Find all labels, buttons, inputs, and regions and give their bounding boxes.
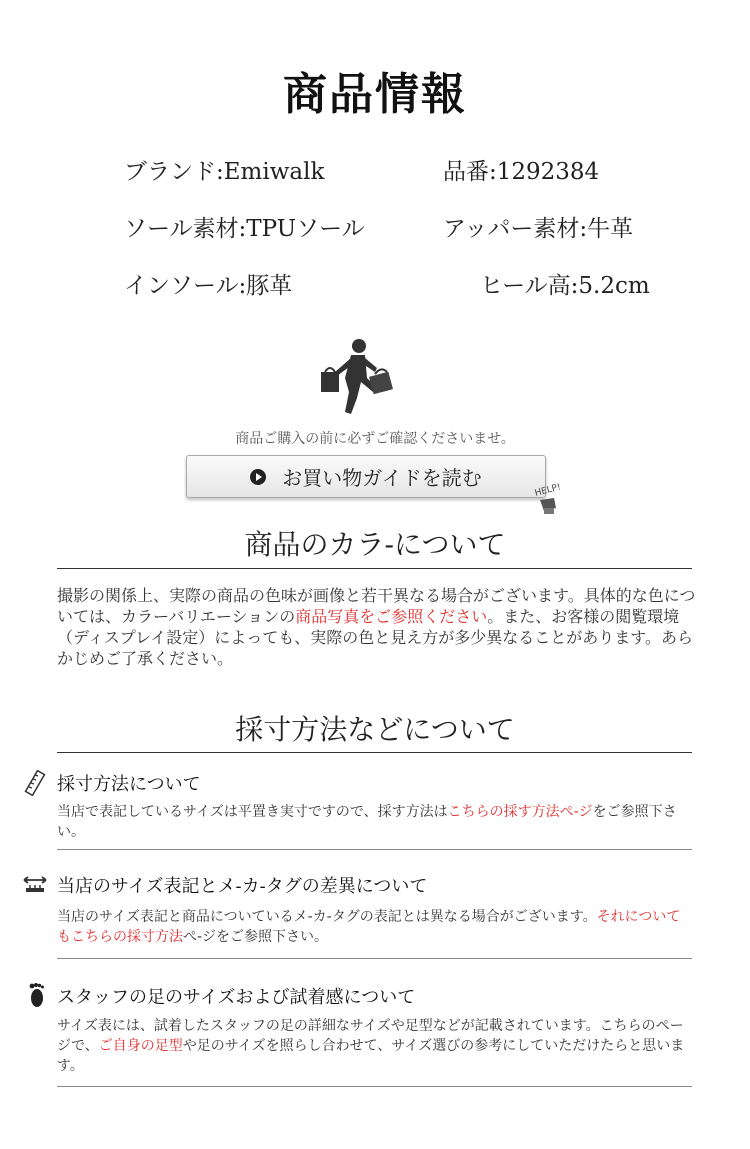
size-tag-title: 当店のサイズ表記とメ-カ-タグの差異について xyxy=(57,876,428,897)
color-section-text xyxy=(57,585,697,669)
shopping-guide-button[interactable] xyxy=(186,455,546,498)
divider xyxy=(57,849,692,850)
size-tag-text-part2: ぺ-ジをご参照下さい。 xyxy=(183,929,329,945)
staff-fit-title: スタッフの足のサイズおよび試着感について xyxy=(57,987,416,1008)
measure-method-title: 採寸方法について xyxy=(57,774,201,795)
spec-sole-material: ソール素材:TPUソール xyxy=(124,216,365,242)
shopping-person-icon xyxy=(315,338,395,418)
footprint-icon xyxy=(24,982,50,1008)
size-tag-link[interactable]: それについてもこちらの採寸方法 xyxy=(57,909,681,945)
own-foot-shape-link[interactable]: ご自身の足型 xyxy=(98,1038,183,1054)
size-arrows-icon xyxy=(22,872,48,898)
color-section-heading: 商品のカラ-について xyxy=(244,528,506,561)
spec-brand: ブランド:Emiwalk xyxy=(124,159,325,185)
spec-upper-material: アッパー素材:牛革 xyxy=(443,216,634,242)
measure-section-heading: 採寸方法などについて xyxy=(235,713,515,746)
size-tag-text xyxy=(57,907,687,947)
size-tag-text-part1: 当店のサイズ表記と商品についているメ-カ-タグの表記とは異なる場合がございます。 xyxy=(57,909,597,925)
ruler-icon xyxy=(22,770,48,796)
measure-text-part2: をご参照下さい。 xyxy=(57,804,677,840)
play-icon xyxy=(250,469,266,485)
staff-fit-text xyxy=(57,1016,687,1076)
divider xyxy=(57,752,692,753)
help-hand-icon xyxy=(530,478,570,518)
spec-heel-height: ヒール高:5.2cm xyxy=(480,273,650,299)
divider xyxy=(57,1086,692,1087)
product-photo-link[interactable]: 商品写真をご参照ください xyxy=(295,607,488,626)
staff-fit-text-part2: や足のサイズを照らし合わせて、サイズ選びの参考にしていただけたらと思います。 xyxy=(57,1038,685,1074)
color-text-part2: 。また、お客様の閲覧環境（ディスプレイ設定）によっても、実際の色と見え方が多少異なることがあります。あらかじめご了承ください。 xyxy=(57,607,694,668)
spec-insole: インソール:豚革 xyxy=(124,273,293,299)
page-title: 商品情報 xyxy=(283,69,467,120)
spec-model-number: 品番:1292384 xyxy=(443,159,600,185)
measure-method-text xyxy=(57,802,687,842)
guide-notice: 商品ご購入の前に必ずご確認くださいませ。 xyxy=(235,431,515,447)
help-text: HELP! xyxy=(533,482,562,499)
measure-text-part1: 当店で表記しているサイズは平置き実寸ですので、採す方法は xyxy=(57,804,448,820)
divider xyxy=(57,958,692,959)
divider xyxy=(57,568,692,569)
staff-fit-text-part1: サイズ表には、試着したスタッフの足の詳細なサイズや足型などが記載されています。こちらのページで、 xyxy=(57,1018,684,1054)
measure-method-link[interactable]: こちらの採す方法ぺ-ジ xyxy=(447,804,593,820)
color-text-part1: 撮影の関係上、実際の商品の色味が画像と若干異なる場合がございます。具体的な色については、カラーバリエーションの xyxy=(57,586,696,626)
shopping-guide-label: お買い物ガイドを読む xyxy=(282,466,482,490)
